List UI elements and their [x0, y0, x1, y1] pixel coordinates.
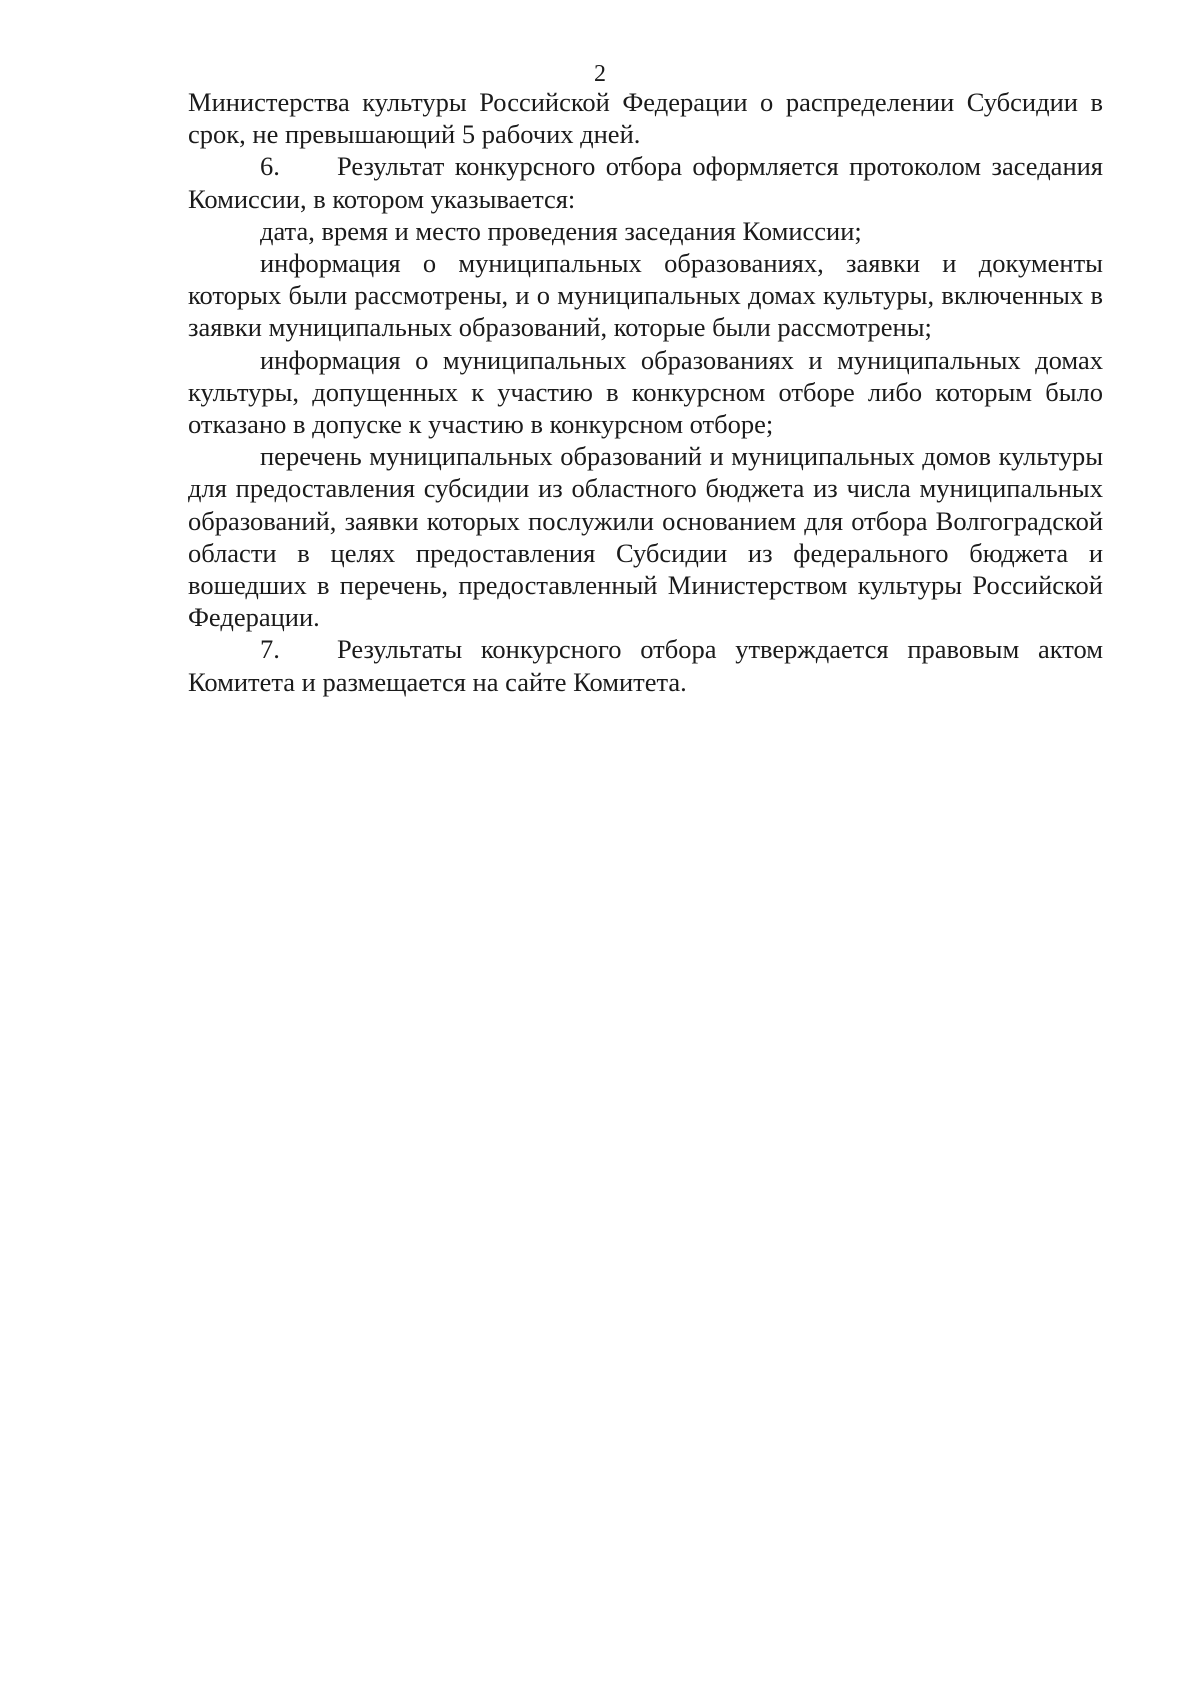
paragraph-meeting-date: дата, время и место проведения заседания Комиссии;	[260, 215, 862, 246]
document-body	[188, 86, 1103, 698]
item-number: 7.	[260, 634, 280, 665]
paragraph-reviewed-info: информация о муниципальных образованиях, заявки и документы которых были рассмотрены, и о муниципальных домах культуры, включенных в заявки муниципальных образований, которые были рассмотрены;	[188, 248, 1103, 343]
item-text: Результат конкурсного отбора оформляется протоколом заседания Комиссии, в котором указывается:	[188, 151, 1103, 214]
paragraph-item-6	[188, 150, 1103, 214]
paragraph-item-7	[188, 633, 1103, 697]
paragraph-list-info: перечень муниципальных образований и муниципальных домов культуры для предоставления субсидии из областного бюджета из числа муниципальных образований, заявки которых послужили основанием для отбора Волгоградской области в целях предоставления Субсидии из федерального бюджета и вошедших в перечень, предоставленный Министерством культуры Российской Федерации.	[188, 441, 1103, 633]
page-number: 2	[594, 61, 606, 87]
item-text: Результаты конкурсного отбора утверждается правовым актом Комитета и размещается на сайте Комитета.	[188, 634, 1103, 697]
paragraph-continuation: Министерства культуры Российской Федерации о распределении Субсидии в срок, не превышающий 5 рабочих дней.	[188, 87, 1103, 150]
item-number: 6.	[260, 151, 280, 182]
paragraph-admission-info: информация о муниципальных образованиях и муниципальных домах культуры, допущенных к участию в конкурсном отборе либо которым было отказано в допуске к участию в конкурсном отборе;	[188, 344, 1103, 440]
